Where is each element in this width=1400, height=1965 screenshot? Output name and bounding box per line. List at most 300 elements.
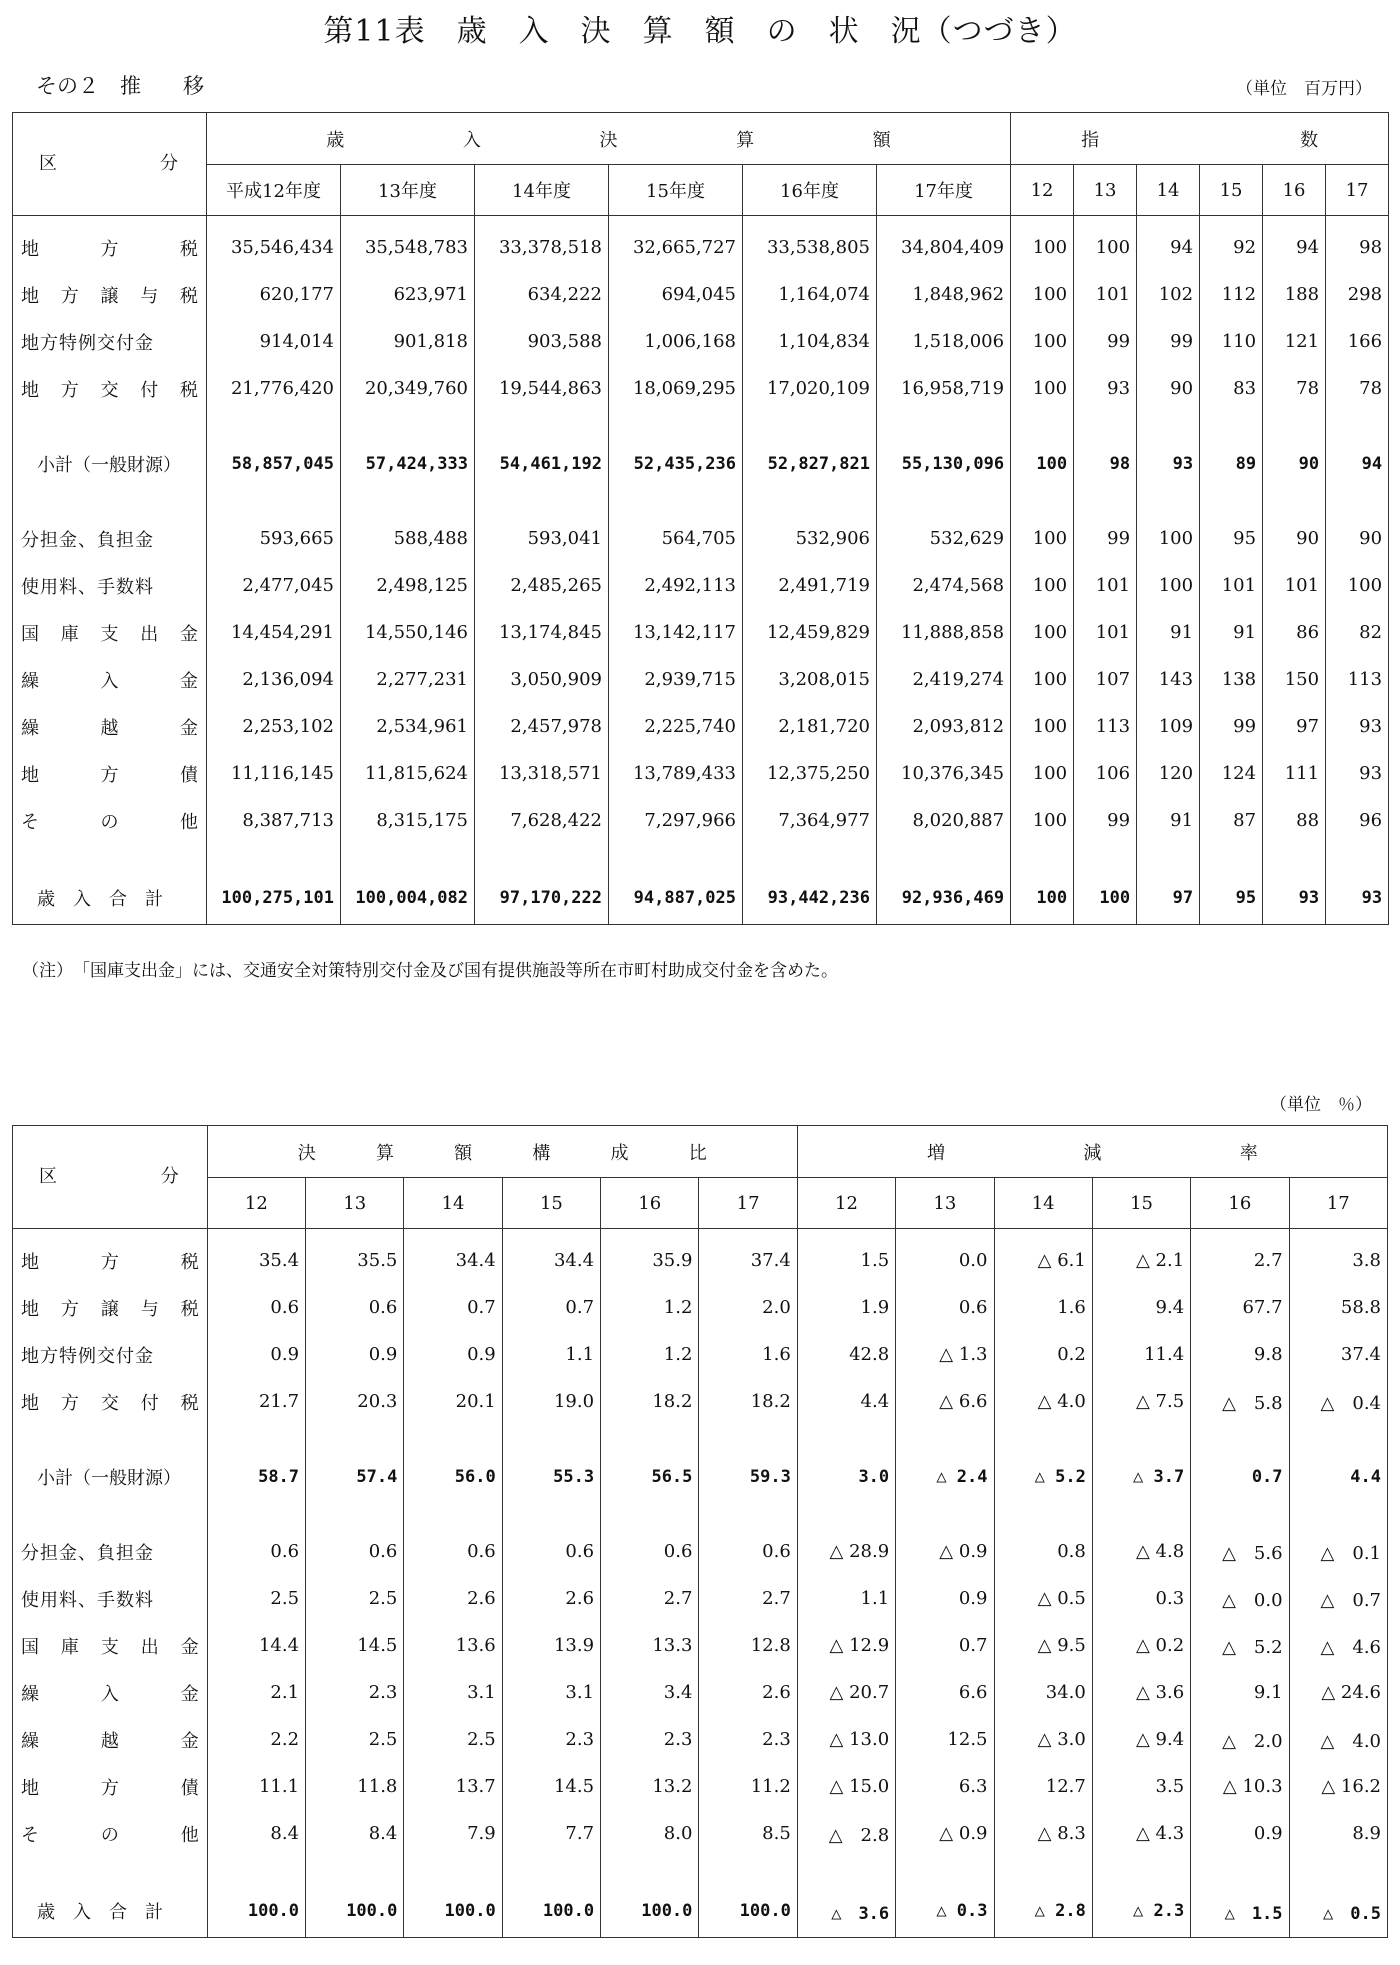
values-cell: 94,887,025	[609, 872, 743, 925]
row-label-char: 支	[100, 1636, 119, 1658]
ratio-cell: 1.2	[601, 1284, 699, 1331]
ratio-cell: 8.0	[601, 1810, 699, 1857]
row-label-char: そ	[21, 1824, 39, 1846]
row-label	[13, 1763, 208, 1810]
values-cell: 35,546,434	[207, 224, 341, 271]
spacer-cell	[699, 1857, 797, 1885]
rate-group-header	[797, 1126, 1387, 1178]
ratio-cell: 100.0	[207, 1885, 305, 1938]
rate-cell: △ 0.7	[1289, 1575, 1387, 1622]
row-label-char: 方	[60, 1298, 79, 1320]
spacer-cell	[207, 1229, 305, 1238]
rate-cell: △ 12.9	[797, 1622, 895, 1669]
row-label-char: 譲	[100, 285, 119, 307]
row-label	[13, 1575, 208, 1622]
values-cell: 54,461,192	[475, 440, 609, 487]
ratio-cell: 0.6	[306, 1284, 404, 1331]
row-label-char: 税	[180, 1251, 199, 1273]
ratio-cell: 8.4	[306, 1810, 404, 1857]
spacer-cell	[994, 1425, 1092, 1453]
spacer-cell	[601, 1500, 699, 1528]
year-header: 13年度	[341, 165, 475, 216]
ratio-cell: 3.1	[404, 1669, 502, 1716]
ratio-cell: 12.8	[699, 1622, 797, 1669]
kubun-header	[13, 113, 207, 216]
index-cell: 100	[1011, 562, 1074, 609]
spacer-row	[13, 487, 1389, 515]
ratio-cell: 2.5	[306, 1575, 404, 1622]
spacer-cell	[1011, 487, 1074, 515]
row-label-char: 税	[180, 1298, 199, 1320]
spacer-cell	[306, 1857, 404, 1885]
spacer-cell	[1137, 412, 1200, 440]
table2-unit: （単位 ％）	[1270, 1095, 1372, 1115]
values-cell: 12,459,829	[743, 609, 877, 656]
ratio-cell: 100.0	[306, 1885, 404, 1938]
values-cell: 14,550,146	[341, 609, 475, 656]
values-cell: 2,093,812	[877, 703, 1011, 750]
rate-cell: △ 3.6	[797, 1885, 895, 1938]
values-cell: 2,492,113	[609, 562, 743, 609]
ratio-year-header: 14	[404, 1178, 502, 1229]
values-cell: 57,424,333	[341, 440, 475, 487]
ratio-cell: 100.0	[404, 1885, 502, 1938]
ratio-cell: 0.6	[699, 1528, 797, 1575]
spacer-cell	[797, 1229, 895, 1238]
values-cell: 3,208,015	[743, 656, 877, 703]
row-label-text: 歳 入 合 計	[37, 889, 163, 910]
rate-cell: 0.7	[1191, 1453, 1289, 1500]
values-cell: 33,538,805	[743, 224, 877, 271]
table-row	[13, 562, 1389, 609]
ratio-cell: 37.4	[699, 1237, 797, 1284]
table-row	[13, 224, 1389, 271]
table-row	[13, 1284, 1388, 1331]
ratio-cell: 2.0	[699, 1284, 797, 1331]
ratio-year-header: 15	[502, 1178, 600, 1229]
index-cell: 93	[1074, 365, 1137, 412]
ratio-cell: 20.1	[404, 1378, 502, 1425]
rate-cell: △ 13.0	[797, 1716, 895, 1763]
row-label-char: そ	[21, 811, 39, 833]
values-cell: 8,315,175	[341, 797, 475, 844]
row-label-spread	[21, 1774, 199, 1800]
ratio-cell: 13.2	[601, 1763, 699, 1810]
ratio-cell: 18.2	[699, 1378, 797, 1425]
spacer-cell	[13, 487, 207, 515]
row-label-text: 小計（一般財源）	[37, 454, 181, 476]
values-cell: 532,629	[877, 515, 1011, 562]
values-cell: 14,454,291	[207, 609, 341, 656]
spacer-cell	[743, 216, 877, 225]
ratio-cell: 2.6	[502, 1575, 600, 1622]
spacer-row	[13, 1500, 1388, 1528]
rate-year-header: 12	[797, 1178, 895, 1229]
amount-group-char: 歳	[326, 129, 345, 151]
row-label-char: 支	[100, 623, 119, 645]
table-row	[13, 703, 1389, 750]
values-cell: 7,364,977	[743, 797, 877, 844]
row-label-spread	[21, 667, 198, 693]
spacer-cell	[13, 844, 207, 872]
table-row	[13, 1763, 1388, 1810]
index-cell: 95	[1200, 515, 1263, 562]
spacer-cell	[877, 487, 1011, 515]
spacer-cell	[502, 1500, 600, 1528]
rate-cell: △ 2.8	[994, 1885, 1092, 1938]
ratio-cell: 100.0	[699, 1885, 797, 1938]
spacer-cell	[994, 1500, 1092, 1528]
values-cell: 2,225,740	[609, 703, 743, 750]
row-label-char: 地	[21, 764, 39, 786]
spacer-cell	[341, 844, 475, 872]
values-cell: 55,130,096	[877, 440, 1011, 487]
ratio-cell: 14.5	[502, 1763, 600, 1810]
row-label-char: 地	[21, 1298, 39, 1320]
rate-cell: △ 24.6	[1289, 1669, 1387, 1716]
spacer-cell	[1289, 1425, 1387, 1453]
table-row	[13, 656, 1389, 703]
values-cell: 33,378,518	[475, 224, 609, 271]
index-cell: 109	[1137, 703, 1200, 750]
index-year-header: 14	[1137, 165, 1200, 216]
rate-cell: 6.6	[896, 1669, 994, 1716]
ratio-cell: 2.3	[502, 1716, 600, 1763]
table-row	[13, 1669, 1388, 1716]
row-label-text: 分担金、負担金	[21, 1542, 154, 1564]
index-cell: 106	[1074, 750, 1137, 797]
rate-cell: △ 2.0	[1191, 1716, 1289, 1763]
section-subtitle: その２ 推 移	[36, 74, 204, 98]
row-label-char: 金	[180, 623, 198, 645]
values-cell: 593,041	[475, 515, 609, 562]
rate-cell: △ 9.4	[1092, 1716, 1190, 1763]
ratio-cell: 100.0	[601, 1885, 699, 1938]
rate-cell: 1.9	[797, 1284, 895, 1331]
index-cell: 100	[1011, 271, 1074, 318]
index-cell: 100	[1011, 318, 1074, 365]
row-label	[13, 1453, 208, 1500]
ratio-cell: 55.3	[502, 1453, 600, 1500]
values-cell: 2,939,715	[609, 656, 743, 703]
index-cell: 101	[1074, 609, 1137, 656]
spacer-cell	[207, 216, 341, 225]
row-label-char: 方	[60, 1392, 79, 1414]
rate-cell: 58.8	[1289, 1284, 1387, 1331]
rate-cell: △ 0.1	[1289, 1528, 1387, 1575]
row-label-char: 交	[100, 1392, 119, 1414]
row-label-char: 方	[100, 764, 119, 786]
row-label-spread	[21, 1680, 199, 1706]
table-row	[13, 1331, 1388, 1378]
row-label-spread	[21, 761, 198, 787]
rate-cell: △ 3.6	[1092, 1669, 1190, 1716]
row-label-char: 繰	[21, 717, 39, 739]
spacer-cell	[404, 1425, 502, 1453]
rate-cell: △ 0.9	[896, 1528, 994, 1575]
index-cell: 99	[1074, 318, 1137, 365]
row-label-char: 越	[100, 717, 119, 739]
values-cell: 100,004,082	[341, 872, 475, 925]
ratio-cell: 2.5	[404, 1716, 502, 1763]
rate-cell: △ 3.0	[994, 1716, 1092, 1763]
index-cell: 298	[1326, 271, 1389, 318]
values-cell: 1,006,168	[609, 318, 743, 365]
ratio-cell: 13.6	[404, 1622, 502, 1669]
spacer-cell	[475, 487, 609, 515]
row-label	[13, 224, 207, 271]
table-row	[13, 440, 1389, 487]
spacer-cell	[13, 1857, 208, 1885]
values-cell: 623,971	[341, 271, 475, 318]
index-cell: 101	[1263, 562, 1326, 609]
rate-cell: 1.5	[797, 1237, 895, 1284]
year-header: 平成12年度	[207, 165, 341, 216]
values-cell: 620,177	[207, 271, 341, 318]
values-cell: 2,277,231	[341, 656, 475, 703]
ratio-cell: 18.2	[601, 1378, 699, 1425]
ratio-cell: 1.6	[699, 1331, 797, 1378]
rate-cell: △ 5.8	[1191, 1378, 1289, 1425]
row-label-spread	[21, 1295, 199, 1321]
rate-cell: △ 28.9	[797, 1528, 895, 1575]
spacer-cell	[1200, 216, 1263, 225]
row-label-char: 金	[180, 1730, 199, 1752]
row-label-text: 小計（一般財源）	[37, 1467, 181, 1489]
spacer-cell	[1191, 1500, 1289, 1528]
spacer-cell	[502, 1857, 600, 1885]
index-cell: 78	[1326, 365, 1389, 412]
index-cell: 100	[1137, 515, 1200, 562]
row-label-char: 出	[140, 1636, 159, 1658]
spacer-cell	[1263, 216, 1326, 225]
values-cell: 52,827,821	[743, 440, 877, 487]
row-label-spread	[21, 235, 198, 261]
rate-cell: 12.5	[896, 1716, 994, 1763]
ratio-cell: 58.7	[207, 1453, 305, 1500]
rate-cell: △ 0.4	[1289, 1378, 1387, 1425]
values-cell: 13,142,117	[609, 609, 743, 656]
rate-group-char: 率	[1239, 1142, 1258, 1164]
row-label-char: 繰	[21, 1730, 39, 1752]
spacer-cell	[1092, 1229, 1190, 1238]
amount-group-char: 決	[599, 129, 618, 151]
rate-cell: 3.5	[1092, 1763, 1190, 1810]
row-label	[13, 1378, 208, 1425]
rate-cell: △ 15.0	[797, 1763, 895, 1810]
index-cell: 99	[1074, 515, 1137, 562]
row-label-text: 地方特例交付金	[21, 1345, 154, 1367]
index-cell: 100	[1074, 224, 1137, 271]
spacer-cell	[994, 1229, 1092, 1238]
spacer-cell	[896, 1425, 994, 1453]
spacer-cell	[699, 1229, 797, 1238]
row-label-spread	[21, 1248, 199, 1274]
rate-cell: △ 1.5	[1191, 1885, 1289, 1938]
spacer-cell	[341, 412, 475, 440]
index-cell: 93	[1326, 872, 1389, 925]
spacer-cell	[207, 487, 341, 515]
spacer-cell	[797, 1857, 895, 1885]
rate-cell: △ 2.8	[797, 1810, 895, 1857]
spacer-cell	[207, 844, 341, 872]
row-label-char: の	[100, 1824, 119, 1846]
ratio-cell: 1.2	[601, 1331, 699, 1378]
values-cell: 8,387,713	[207, 797, 341, 844]
rate-cell: △ 16.2	[1289, 1763, 1387, 1810]
row-label-char: 庫	[60, 1636, 79, 1658]
values-cell: 2,253,102	[207, 703, 341, 750]
ratio-group-header	[207, 1126, 797, 1178]
row-label	[13, 703, 207, 750]
row-label-char: 与	[140, 285, 159, 307]
ratio-cell: 0.6	[306, 1528, 404, 1575]
values-cell: 1,518,006	[877, 318, 1011, 365]
row-label	[13, 1885, 208, 1938]
index-cell: 82	[1326, 609, 1389, 656]
ratio-cell: 0.9	[306, 1331, 404, 1378]
ratio-cell: 0.6	[404, 1528, 502, 1575]
table-row	[13, 1885, 1388, 1938]
row-label-char: 他	[180, 811, 198, 833]
rate-cell: △ 20.7	[797, 1669, 895, 1716]
row-label-text: 歳 入 合 計	[37, 1902, 163, 1923]
spacer-cell	[1289, 1229, 1387, 1238]
spacer-cell	[609, 216, 743, 225]
ratio-cell: 34.4	[404, 1237, 502, 1284]
kubun-right: 分	[160, 1166, 179, 1187]
spacer-cell	[699, 1425, 797, 1453]
row-label-char: 国	[21, 623, 39, 645]
row-label-spread	[21, 282, 198, 308]
spacer-cell	[475, 412, 609, 440]
values-cell: 2,419,274	[877, 656, 1011, 703]
rate-cell: 0.9	[1191, 1810, 1289, 1857]
row-label-char: 税	[180, 238, 198, 260]
table-row	[13, 1528, 1388, 1575]
index-cell: 98	[1326, 224, 1389, 271]
index-cell: 95	[1200, 872, 1263, 925]
index-cell: 166	[1326, 318, 1389, 365]
year-header: 17年度	[877, 165, 1011, 216]
index-cell: 94	[1326, 440, 1389, 487]
row-label-char: 地	[21, 1392, 39, 1414]
spacer-cell	[1137, 844, 1200, 872]
index-cell: 100	[1137, 562, 1200, 609]
spacer-cell	[699, 1500, 797, 1528]
spacer-cell	[1011, 844, 1074, 872]
row-label-spread	[21, 1389, 199, 1415]
row-label	[13, 365, 207, 412]
ratio-cell: 11.8	[306, 1763, 404, 1810]
values-cell: 92,936,469	[877, 872, 1011, 925]
index-group-char: 数	[1300, 129, 1319, 151]
values-cell: 2,485,265	[475, 562, 609, 609]
values-cell: 11,116,145	[207, 750, 341, 797]
index-cell: 93	[1263, 872, 1326, 925]
values-cell: 93,442,236	[743, 872, 877, 925]
row-label-char: 税	[180, 379, 198, 401]
row-label-spread	[21, 1727, 199, 1753]
index-cell: 100	[1011, 224, 1074, 271]
revenue-settlement-table	[12, 112, 1389, 925]
values-cell: 588,488	[341, 515, 475, 562]
kubun-right: 分	[160, 153, 178, 174]
ratio-group-char: 額	[454, 1142, 473, 1164]
ratio-cell: 2.3	[306, 1669, 404, 1716]
row-label-char: 出	[140, 623, 159, 645]
ratio-cell: 0.6	[502, 1528, 600, 1575]
spacer-cell	[13, 216, 207, 225]
ratio-cell: 35.9	[601, 1237, 699, 1284]
values-cell: 694,045	[609, 271, 743, 318]
rate-year-header: 15	[1092, 1178, 1190, 1229]
rate-cell: △ 4.3	[1092, 1810, 1190, 1857]
table-row	[13, 1575, 1388, 1622]
values-cell: 52,435,236	[609, 440, 743, 487]
spacer-cell	[341, 216, 475, 225]
values-cell: 2,477,045	[207, 562, 341, 609]
row-label	[13, 1810, 208, 1857]
kubun-left: 区	[39, 1166, 57, 1187]
index-cell: 93	[1137, 440, 1200, 487]
table-row	[13, 318, 1389, 365]
table1-unit: （単位 百万円）	[1236, 79, 1372, 99]
spacer-cell	[306, 1500, 404, 1528]
rate-cell: △ 2.4	[896, 1453, 994, 1500]
spacer-cell	[207, 1857, 305, 1885]
table-row	[13, 365, 1389, 412]
spacer-cell	[609, 844, 743, 872]
spacer-cell	[1263, 487, 1326, 515]
amount-group-char: 額	[872, 129, 891, 151]
ratio-group-char: 比	[688, 1142, 707, 1164]
table-row	[13, 1810, 1388, 1857]
row-label	[13, 872, 207, 925]
row-label-char: 地	[21, 285, 39, 307]
ratio-cell: 2.6	[699, 1669, 797, 1716]
values-cell: 2,457,978	[475, 703, 609, 750]
table-row	[13, 515, 1389, 562]
index-cell: 113	[1326, 656, 1389, 703]
spacer-cell	[994, 1857, 1092, 1885]
spacer-cell	[609, 487, 743, 515]
ratio-cell: 8.5	[699, 1810, 797, 1857]
spacer-row	[13, 216, 1389, 225]
row-label	[13, 1622, 208, 1669]
row-label-char: 付	[140, 1392, 159, 1414]
index-cell: 111	[1263, 750, 1326, 797]
index-cell: 96	[1326, 797, 1389, 844]
index-cell: 90	[1326, 515, 1389, 562]
rate-cell: 0.3	[1092, 1575, 1190, 1622]
spacer-row	[13, 1229, 1388, 1238]
row-label	[13, 797, 207, 844]
rate-cell: 1.1	[797, 1575, 895, 1622]
ratio-cell: 56.0	[404, 1453, 502, 1500]
spacer-cell	[404, 1229, 502, 1238]
ratio-cell: 2.3	[601, 1716, 699, 1763]
amount-group-char: 算	[736, 129, 755, 151]
index-cell: 87	[1200, 797, 1263, 844]
spacer-cell	[13, 1229, 208, 1238]
ratio-cell: 13.7	[404, 1763, 502, 1810]
row-label-char: 繰	[21, 670, 39, 692]
values-cell: 12,375,250	[743, 750, 877, 797]
row-label-text: 使用料、手数料	[21, 1589, 154, 1611]
index-cell: 91	[1137, 797, 1200, 844]
ratio-cell: 0.7	[404, 1284, 502, 1331]
